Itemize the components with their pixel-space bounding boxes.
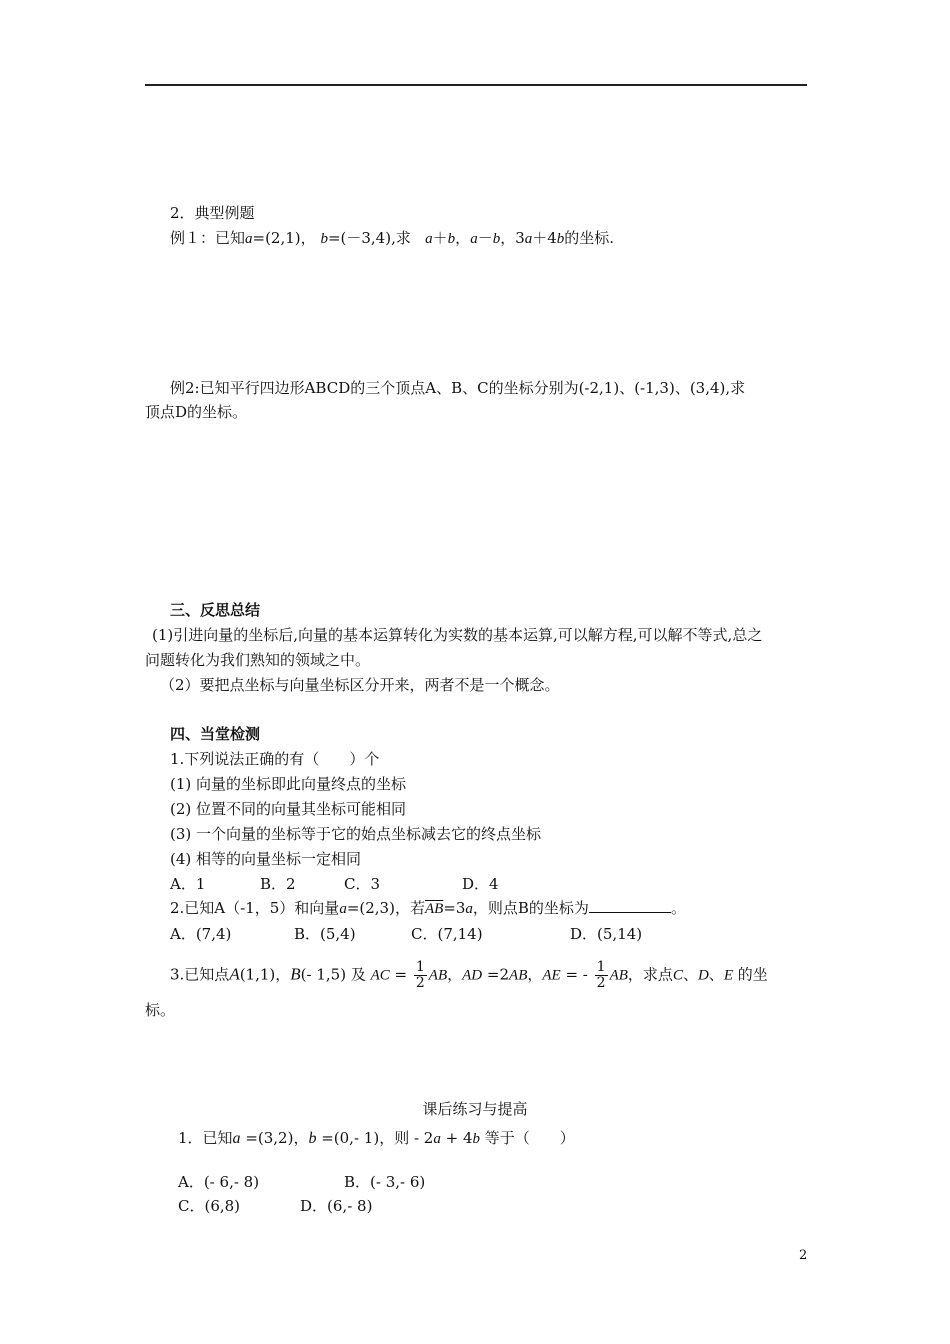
- q2-option-a: A．(7,4): [170, 925, 232, 943]
- q2-option-c: C．(7,14): [411, 925, 483, 943]
- q2-option-b: B．(5,4): [294, 925, 356, 943]
- q1-option-a: A．1: [170, 875, 206, 893]
- example2-line2: 顶点D的坐标。: [145, 403, 248, 421]
- section2-heading: 2．典型例题: [170, 204, 255, 222]
- q3-stem: 3.已知点A(1,1)，B(- 1,5) 及 AC = $\frac{1}{2}$ AB，AD =2AB，AE = - $\frac{1}{2}$ AB，求点C、D、E 的坐: [170, 959, 768, 991]
- header-rule: [145, 84, 807, 86]
- hw-q1-stem: 1．已知a =(3,2)，b =(0,- 1)，则 - 2a + 4b 等于（ ）: [178, 1129, 575, 1147]
- q1-item-3: (3) 一个向量的坐标等于它的始点坐标减去它的终点坐标: [170, 825, 542, 843]
- example1-lead: 例１：已知: [170, 229, 246, 247]
- hw-q1-option-d: D．(6,- 8): [300, 1197, 373, 1215]
- vector-ab: $\overline{AB}$: [424, 901, 444, 917]
- section3-heading: 三、反思总结: [170, 601, 261, 619]
- section3-p1-line2: 问题转化为我们熟知的领域之中。: [145, 651, 371, 669]
- section4-heading: 四、当堂检测: [170, 725, 261, 743]
- q1-option-b: B．2: [260, 875, 296, 893]
- q2-option-d: D．(5,14): [570, 925, 643, 943]
- hw-q1-option-c: C．(6,8): [178, 1197, 241, 1215]
- q1-item-1: (1) 向量的坐标即此向量终点的坐标: [170, 775, 407, 793]
- q1-option-d: D．4: [462, 875, 499, 893]
- hw-q1-option-b: B．(- 3,- 6): [344, 1173, 426, 1191]
- page-number: 2: [799, 1248, 808, 1263]
- answer-blank: [589, 898, 671, 913]
- q1-stem: 1.下列说法正确的有（ ）个: [170, 750, 380, 768]
- section3-p2: （2）要把点坐标与向量坐标区分开来，两者不是一个概念。: [160, 676, 560, 694]
- q1-option-c: C．3: [344, 875, 381, 893]
- section3-p1-line1: (1)引进向量的坐标后,向量的基本运算转化为实数的基本运算,可以解方程,可以解不等式,总之: [152, 626, 763, 644]
- example2-line1: 例2:已知平行四边形ABCD的三个顶点A、B、C的坐标分别为(-2,1)、(-1,3)、(3,4),求: [170, 379, 746, 397]
- example1: 例１：已知a=(2,1)， b=(－3,4),求 a＋b，a－b，3a＋4b的坐标.: [170, 229, 615, 247]
- q3-line2: 标。: [145, 1001, 176, 1019]
- q1-item-2: (2) 位置不同的向量其坐标可能相同: [170, 800, 407, 818]
- q2-stem: 2.已知A（-1，5）和向量a=(2,3)，若$\overline{AB}=3a$，则点B的坐标为 。: [170, 899, 686, 917]
- homework-title: 课后练习与提高: [422, 1100, 528, 1118]
- hw-q1-option-a: A．(- 6,- 8): [178, 1173, 260, 1191]
- q1-item-4: (4) 相等的向量坐标一定相同: [170, 850, 362, 868]
